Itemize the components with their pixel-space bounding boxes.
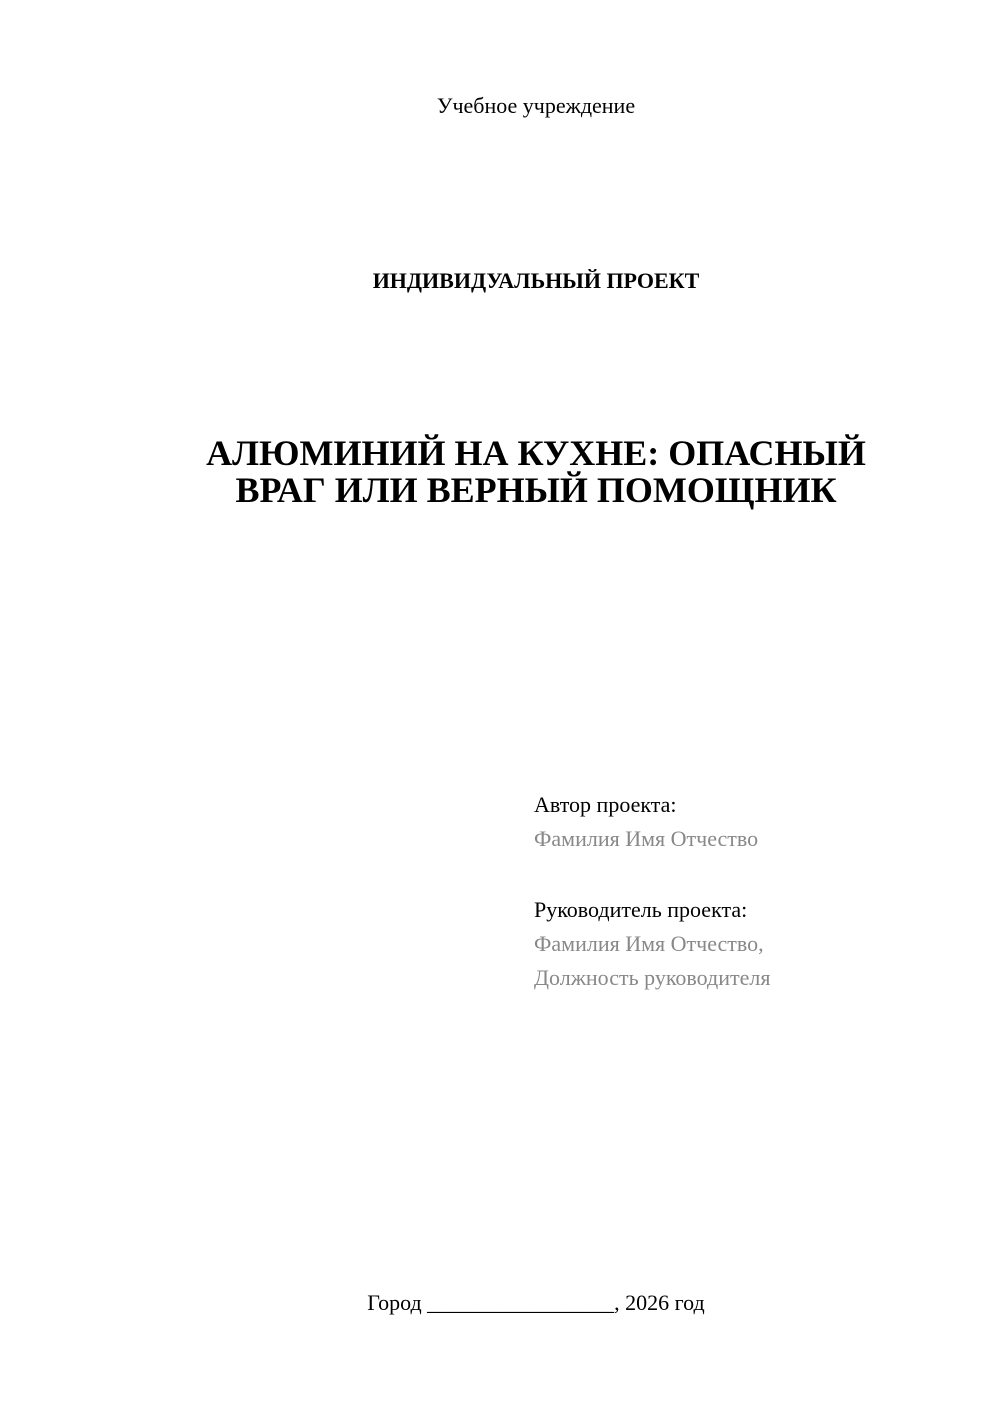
author-label: Автор проекта: — [534, 792, 677, 817]
supervisor-name: Фамилия Имя Отчество, — [534, 931, 764, 956]
author-name: Фамилия Имя Отчество — [534, 826, 759, 851]
project-title-line-1: АЛЮМИНИЙ НА КУХНЕ: ОПАСНЫЙ — [206, 433, 866, 473]
info-spacer — [534, 856, 770, 893]
city-year-line: Город _________________, 2026 год — [367, 1290, 705, 1315]
project-info-block — [534, 788, 770, 995]
supervisor-position: Должность руководителя — [534, 965, 771, 990]
supervisor-label: Руководитель проекта: — [534, 897, 748, 922]
document-type: ИНДИВИДУАЛЬНЫЙ ПРОЕКТ — [372, 268, 700, 293]
project-title-line-2: ВРАГ ИЛИ ВЕРНЫЙ ПОМОЩНИК — [235, 470, 837, 510]
institution-name: Учебное учреждение — [436, 93, 636, 118]
project-title — [170, 435, 902, 509]
